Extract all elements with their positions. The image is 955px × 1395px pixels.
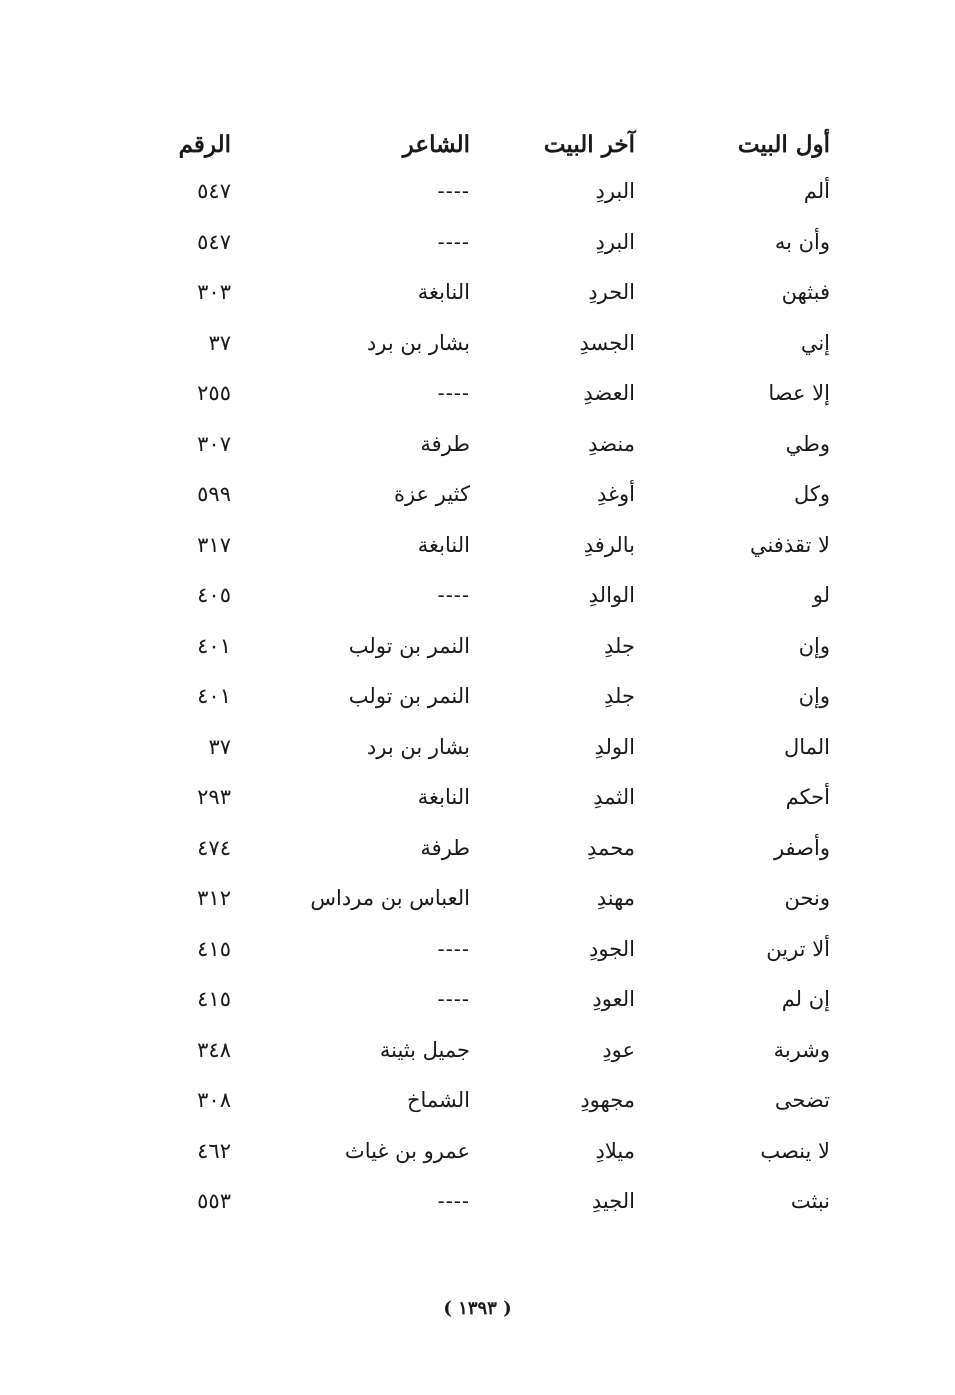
first-verse-cell: ونحن xyxy=(784,886,830,910)
number-cell: ٣١٢ xyxy=(197,886,231,910)
poet-cell: ---- xyxy=(437,381,470,405)
table-row xyxy=(150,626,840,677)
poet-cell: ---- xyxy=(437,936,470,961)
last-verse-cell: العودِ xyxy=(592,987,635,1011)
header-first-verse: أول البيت xyxy=(737,131,830,158)
last-verse-cell: محمدِ xyxy=(587,835,635,860)
table-row xyxy=(150,1181,840,1232)
poet-cell: طرفة xyxy=(420,431,470,456)
last-verse-cell: جلدِ xyxy=(604,684,635,708)
table-row xyxy=(150,1030,840,1081)
table-row xyxy=(150,929,840,980)
first-verse-cell: وأن به xyxy=(774,229,830,254)
first-verse-cell: إن لم xyxy=(781,987,830,1011)
number-cell: ٤١٥ xyxy=(197,936,231,961)
table-row xyxy=(150,373,840,424)
poet-cell: طرفة xyxy=(420,835,470,860)
last-verse-cell: بالرفدِ xyxy=(583,532,635,557)
number-cell: ٣٧ xyxy=(208,734,231,759)
table-row xyxy=(150,474,840,525)
table-row xyxy=(150,1131,840,1182)
last-verse-cell: الثمدِ xyxy=(593,785,635,809)
poet-cell: جميل بثينة xyxy=(379,1037,470,1062)
table-row xyxy=(150,979,840,1030)
table-row xyxy=(150,777,840,828)
number-cell: ٥٤٧ xyxy=(197,229,231,254)
last-verse-cell: البردِ xyxy=(595,229,635,254)
table-row xyxy=(150,525,840,576)
last-verse-cell: الجودِ xyxy=(589,936,635,961)
first-verse-cell: لو xyxy=(812,583,830,607)
table-row xyxy=(150,828,840,879)
last-verse-cell: البردِ xyxy=(595,179,635,203)
last-verse-cell: الجيدِ xyxy=(591,1189,635,1213)
number-cell: ٣٠٣ xyxy=(197,280,231,304)
number-cell: ٥٩٩ xyxy=(197,482,231,506)
table-row xyxy=(150,727,840,778)
number-cell: ٢٥٥ xyxy=(197,381,231,405)
poet-cell: ---- xyxy=(437,229,470,254)
last-verse-cell: الحردِ xyxy=(588,280,635,304)
first-verse-cell: ألا ترين xyxy=(766,936,830,961)
first-verse-cell: وشربة xyxy=(773,1037,830,1062)
first-verse-cell: وإن xyxy=(798,684,830,708)
table-row xyxy=(150,222,840,273)
table-row xyxy=(150,878,840,929)
last-verse-cell: أوغدِ xyxy=(597,482,635,506)
poet-cell: العباس بن مرداس xyxy=(310,886,470,910)
table-row xyxy=(150,171,840,222)
number-cell: ٤٠١ xyxy=(197,633,231,658)
last-verse-cell: عودِ xyxy=(602,1037,635,1062)
first-verse-cell: أحكم xyxy=(785,785,830,809)
number-cell: ٤٧٤ xyxy=(197,835,231,860)
last-verse-cell: جلدِ xyxy=(604,633,635,658)
poet-cell: النمر بن تولب xyxy=(348,684,470,708)
first-verse-cell: إني xyxy=(800,330,830,355)
first-verse-cell: وإن xyxy=(798,633,830,658)
table-body xyxy=(150,171,840,1232)
number-cell: ٣٧ xyxy=(208,330,231,355)
number-cell: ٥٥٣ xyxy=(197,1189,231,1213)
poet-cell: النابغة xyxy=(417,280,470,304)
last-verse-cell: الجسدِ xyxy=(579,330,635,355)
table-row xyxy=(150,272,840,323)
first-verse-cell: نبثت xyxy=(790,1189,830,1213)
last-verse-cell: مهندِ xyxy=(596,886,635,910)
first-verse-cell: تضحى xyxy=(774,1088,830,1112)
last-verse-cell: العضدِ xyxy=(583,381,635,405)
last-verse-cell: منضدِ xyxy=(588,431,635,456)
table-row xyxy=(150,323,840,374)
first-verse-cell: لا ينصب xyxy=(760,1138,830,1163)
number-cell: ٥٤٧ xyxy=(197,179,231,203)
poet-cell: النابغة xyxy=(417,532,470,557)
first-verse-cell: وكل xyxy=(793,482,830,506)
number-cell: ٢٩٣ xyxy=(197,785,231,809)
number-cell: ٣٠٨ xyxy=(197,1088,231,1112)
header-number: الرقم xyxy=(178,131,231,158)
poet-cell: بشار بن برد xyxy=(366,330,470,355)
poet-cell: النابغة xyxy=(417,785,470,809)
poet-cell: ---- xyxy=(437,1189,470,1213)
table-header xyxy=(150,125,840,171)
header-last-verse: آخر البيت xyxy=(543,131,635,158)
number-cell: ٤٠١ xyxy=(197,684,231,708)
last-verse-cell: مجهودِ xyxy=(580,1088,635,1112)
last-verse-cell: الولدِ xyxy=(594,734,635,759)
table-row xyxy=(150,1080,840,1131)
poet-cell: بشار بن برد xyxy=(366,734,470,759)
number-cell: ٤٠٥ xyxy=(197,583,231,607)
number-cell: ٣٠٧ xyxy=(197,431,231,456)
poet-cell: ---- xyxy=(437,583,470,607)
last-verse-cell: الوالدِ xyxy=(588,583,635,607)
poet-cell: كثير عزة xyxy=(393,482,470,506)
table-row xyxy=(150,676,840,727)
first-verse-cell: ألم xyxy=(803,179,830,203)
last-verse-cell: ميلادِ xyxy=(595,1138,635,1163)
number-cell: ٤١٥ xyxy=(197,987,231,1011)
table-row xyxy=(150,575,840,626)
poet-cell: ---- xyxy=(437,987,470,1011)
number-cell: ٣١٧ xyxy=(197,532,231,557)
poet-cell: النمر بن تولب xyxy=(348,633,470,658)
table-row xyxy=(150,424,840,475)
poet-cell: عمرو بن غياث xyxy=(344,1138,470,1163)
poet-cell: الشماخ xyxy=(406,1088,470,1112)
verse-index-table xyxy=(150,125,840,1232)
first-verse-cell: إلا عصا xyxy=(768,381,830,405)
page-number: ( ١٣٩٣ ) xyxy=(443,1298,512,1319)
first-verse-cell: المال xyxy=(783,734,830,759)
number-cell: ٤٦٢ xyxy=(197,1138,231,1163)
first-verse-cell: وطي xyxy=(785,431,830,456)
first-verse-cell: وأصفر xyxy=(773,835,830,860)
poet-cell: ---- xyxy=(437,179,470,203)
header-poet: الشاعر xyxy=(402,131,470,158)
first-verse-cell: فبثهن xyxy=(781,280,830,304)
first-verse-cell: لا تقذفني xyxy=(749,532,830,557)
number-cell: ٣٤٨ xyxy=(197,1037,231,1062)
